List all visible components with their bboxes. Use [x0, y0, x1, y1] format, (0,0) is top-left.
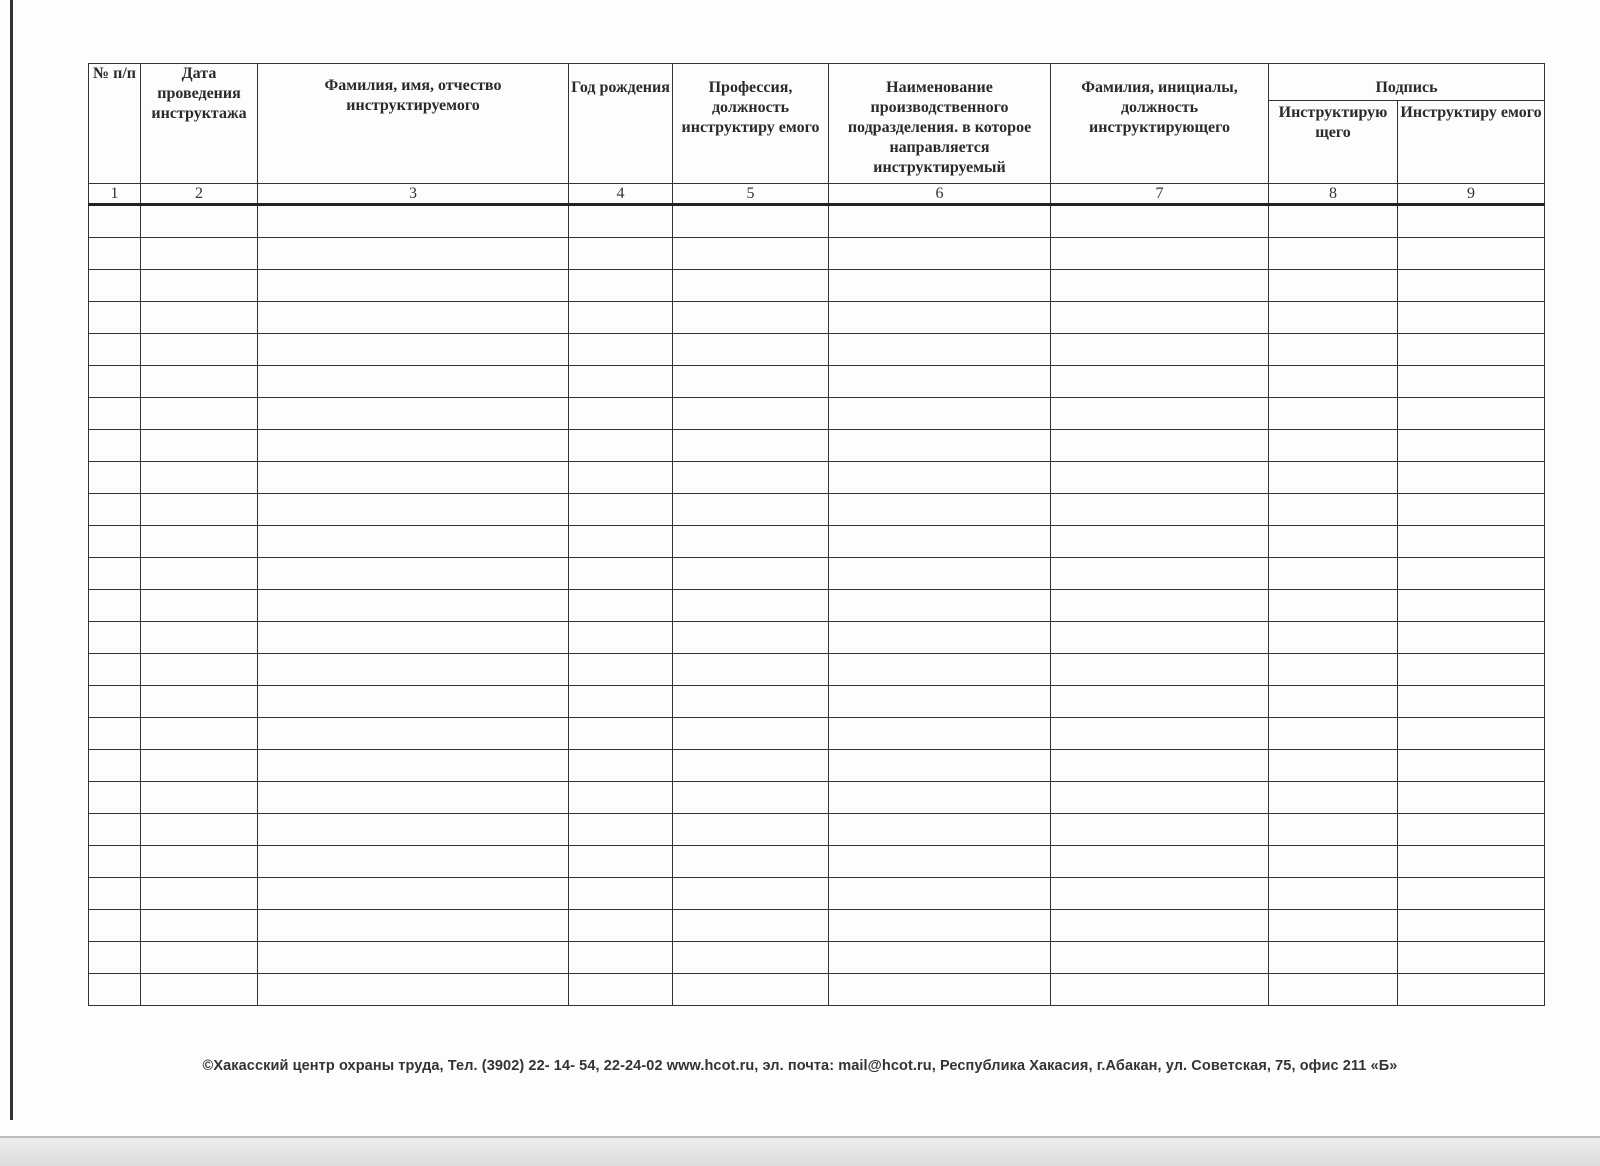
table-cell[interactable] — [673, 494, 829, 526]
table-cell[interactable] — [1051, 814, 1269, 846]
table-cell[interactable] — [1398, 205, 1545, 238]
table-cell[interactable] — [1269, 334, 1398, 366]
table-cell[interactable] — [1269, 622, 1398, 654]
table-cell[interactable] — [258, 558, 569, 590]
table-cell[interactable] — [89, 462, 141, 494]
table-cell[interactable] — [89, 366, 141, 398]
table-cell[interactable] — [673, 814, 829, 846]
table-cell[interactable] — [829, 205, 1051, 238]
table-cell[interactable] — [141, 205, 258, 238]
table-cell[interactable] — [1269, 654, 1398, 686]
table-cell[interactable] — [1398, 430, 1545, 462]
table-cell[interactable] — [569, 846, 673, 878]
table-cell[interactable] — [141, 750, 258, 782]
table-cell[interactable] — [829, 270, 1051, 302]
table-cell[interactable] — [569, 654, 673, 686]
table-row — [89, 942, 1545, 974]
table-row — [89, 686, 1545, 718]
col-header-profession: Профессия, должность инструктиру емого — [673, 64, 829, 184]
table-cell[interactable] — [1051, 494, 1269, 526]
table-cell[interactable] — [258, 238, 569, 270]
table-cell[interactable] — [829, 558, 1051, 590]
table-cell[interactable] — [673, 334, 829, 366]
table-cell[interactable] — [1269, 238, 1398, 270]
table-cell[interactable] — [141, 782, 258, 814]
table-cell[interactable] — [141, 910, 258, 942]
table-cell[interactable] — [673, 302, 829, 334]
table-cell[interactable] — [258, 878, 569, 910]
table-cell[interactable] — [89, 590, 141, 622]
table-cell[interactable] — [673, 750, 829, 782]
table-cell[interactable] — [89, 942, 141, 974]
table-cell[interactable] — [258, 750, 569, 782]
table-cell[interactable] — [1051, 686, 1269, 718]
table-cell[interactable] — [1051, 334, 1269, 366]
table-cell[interactable] — [89, 622, 141, 654]
table-cell[interactable] — [1398, 878, 1545, 910]
table-cell[interactable] — [1051, 590, 1269, 622]
table-cell[interactable] — [89, 910, 141, 942]
table-cell[interactable] — [1398, 910, 1545, 942]
col-header-birth-year: Год рождения — [569, 64, 673, 184]
table-cell[interactable] — [1398, 398, 1545, 430]
table-cell[interactable] — [1398, 814, 1545, 846]
table-cell[interactable] — [1051, 302, 1269, 334]
table-cell[interactable] — [673, 878, 829, 910]
table-row — [89, 590, 1545, 622]
publisher-footer: ©Хакасский центр охраны труда, Тел. (3902) 22- 14- 54, 22-24-02 www.hcot.ru, эл. почта: mail@hcot.ru, Республика Хакасия, г.Абакан, ул. Советская, 75, офис 211 «Б» — [202, 1058, 1398, 1074]
table-cell[interactable] — [569, 366, 673, 398]
col-header-sig-instructed: Инструктиру емого — [1398, 101, 1545, 184]
table-cell[interactable] — [1398, 942, 1545, 974]
table-cell[interactable] — [569, 270, 673, 302]
table-cell[interactable] — [89, 205, 141, 238]
table-row — [89, 526, 1545, 558]
table-cell[interactable] — [141, 590, 258, 622]
table-cell[interactable] — [1269, 590, 1398, 622]
table-cell[interactable] — [258, 526, 569, 558]
table-cell[interactable] — [1398, 334, 1545, 366]
table-cell[interactable] — [1398, 366, 1545, 398]
table-cell[interactable] — [89, 526, 141, 558]
table-cell[interactable] — [1269, 846, 1398, 878]
table-cell[interactable] — [829, 238, 1051, 270]
table-row — [89, 974, 1545, 1006]
journal-entries — [89, 205, 1545, 1006]
table-cell[interactable] — [1051, 558, 1269, 590]
table-cell[interactable] — [1398, 622, 1545, 654]
table-cell[interactable] — [829, 654, 1051, 686]
table-cell[interactable] — [89, 974, 141, 1006]
table-cell[interactable] — [569, 302, 673, 334]
table-cell[interactable] — [1051, 750, 1269, 782]
col-header-instructor: Фамилия, инициалы, должность инструктирующего — [1051, 64, 1269, 184]
column-number: 5 — [673, 184, 829, 205]
table-cell[interactable] — [829, 622, 1051, 654]
table-cell[interactable] — [141, 494, 258, 526]
page-edge — [10, 0, 13, 1120]
table-cell[interactable] — [258, 430, 569, 462]
table-cell[interactable] — [1269, 558, 1398, 590]
column-number: 2 — [141, 184, 258, 205]
table-cell[interactable] — [89, 558, 141, 590]
table-cell[interactable] — [569, 974, 673, 1006]
table-cell[interactable] — [89, 334, 141, 366]
table-cell[interactable] — [1398, 718, 1545, 750]
table-cell[interactable] — [569, 526, 673, 558]
table-cell[interactable] — [1398, 494, 1545, 526]
journal-sheet — [88, 63, 1544, 1006]
table-row — [89, 205, 1545, 238]
col-header-sig-instructor: Инструктирую щего — [1269, 101, 1398, 184]
table-cell[interactable] — [1269, 526, 1398, 558]
table-cell[interactable] — [673, 205, 829, 238]
table-cell[interactable] — [1398, 558, 1545, 590]
table-cell[interactable] — [569, 686, 673, 718]
table-cell[interactable] — [1398, 654, 1545, 686]
table-cell[interactable] — [1398, 590, 1545, 622]
table-cell[interactable] — [141, 526, 258, 558]
table-cell[interactable] — [829, 462, 1051, 494]
table-cell[interactable] — [1051, 910, 1269, 942]
table-cell[interactable] — [1269, 366, 1398, 398]
table-cell[interactable] — [258, 494, 569, 526]
table-cell[interactable] — [1398, 782, 1545, 814]
table-cell[interactable] — [829, 846, 1051, 878]
table-cell[interactable] — [258, 846, 569, 878]
table-cell[interactable] — [141, 718, 258, 750]
table-cell[interactable] — [829, 942, 1051, 974]
table-cell[interactable] — [141, 302, 258, 334]
table-cell[interactable] — [258, 205, 569, 238]
table-cell[interactable] — [258, 398, 569, 430]
table-cell[interactable] — [569, 430, 673, 462]
table-cell[interactable] — [1269, 782, 1398, 814]
table-cell[interactable] — [258, 974, 569, 1006]
table-cell[interactable] — [829, 782, 1051, 814]
table-cell[interactable] — [569, 398, 673, 430]
table-cell[interactable] — [141, 974, 258, 1006]
table-row — [89, 494, 1545, 526]
table-cell[interactable] — [673, 462, 829, 494]
table-cell[interactable] — [89, 302, 141, 334]
table-cell[interactable] — [673, 782, 829, 814]
table-cell[interactable] — [1398, 302, 1545, 334]
table-cell[interactable] — [141, 686, 258, 718]
table-row — [89, 462, 1545, 494]
table-cell[interactable] — [141, 622, 258, 654]
table-cell[interactable] — [258, 814, 569, 846]
table-cell[interactable] — [258, 366, 569, 398]
table-cell[interactable] — [1269, 942, 1398, 974]
table-cell[interactable] — [673, 398, 829, 430]
table-cell[interactable] — [829, 334, 1051, 366]
table-cell[interactable] — [89, 782, 141, 814]
table-cell[interactable] — [141, 430, 258, 462]
table-cell[interactable] — [569, 334, 673, 366]
table-cell[interactable] — [1051, 398, 1269, 430]
table-cell[interactable] — [673, 366, 829, 398]
table-cell[interactable] — [141, 846, 258, 878]
table-cell[interactable] — [829, 366, 1051, 398]
table-cell[interactable] — [1051, 878, 1269, 910]
table-cell[interactable] — [89, 270, 141, 302]
table-cell[interactable] — [829, 814, 1051, 846]
table-cell[interactable] — [258, 270, 569, 302]
table-cell[interactable] — [141, 814, 258, 846]
table-row — [89, 238, 1545, 270]
table-cell[interactable] — [673, 622, 829, 654]
table-row — [89, 430, 1545, 462]
table-cell[interactable] — [1051, 846, 1269, 878]
table-cell[interactable] — [1051, 205, 1269, 238]
table-row — [89, 334, 1545, 366]
table-cell[interactable] — [569, 878, 673, 910]
table-cell[interactable] — [569, 910, 673, 942]
table-cell[interactable] — [1269, 205, 1398, 238]
table-cell[interactable] — [673, 974, 829, 1006]
table-row — [89, 302, 1545, 334]
table-cell[interactable] — [673, 846, 829, 878]
table-cell[interactable] — [141, 366, 258, 398]
table-cell[interactable] — [258, 302, 569, 334]
table-cell[interactable] — [89, 430, 141, 462]
table-row — [89, 814, 1545, 846]
table-cell[interactable] — [673, 270, 829, 302]
table-cell[interactable] — [1051, 622, 1269, 654]
table-cell[interactable] — [569, 494, 673, 526]
table-row — [89, 654, 1545, 686]
table-cell[interactable] — [673, 558, 829, 590]
table-cell[interactable] — [673, 654, 829, 686]
table-cell[interactable] — [258, 654, 569, 686]
table-cell[interactable] — [673, 718, 829, 750]
table-cell[interactable] — [829, 526, 1051, 558]
column-number: 7 — [1051, 184, 1269, 205]
table-cell[interactable] — [569, 622, 673, 654]
table-row — [89, 622, 1545, 654]
table-cell[interactable] — [829, 974, 1051, 1006]
table-cell[interactable] — [258, 334, 569, 366]
table-row — [89, 878, 1545, 910]
table-cell[interactable] — [1051, 270, 1269, 302]
column-number: 4 — [569, 184, 673, 205]
col-header-signature: Подпись — [1269, 64, 1545, 101]
table-row — [89, 750, 1545, 782]
table-cell[interactable] — [141, 878, 258, 910]
table-cell[interactable] — [569, 718, 673, 750]
table-cell[interactable] — [1269, 750, 1398, 782]
col-header-department: Наименование производственного подразделения. в которое направляется инструктируемый — [829, 64, 1051, 184]
table-cell[interactable] — [1269, 270, 1398, 302]
table-row — [89, 910, 1545, 942]
table-cell[interactable] — [829, 302, 1051, 334]
table-cell[interactable] — [829, 430, 1051, 462]
table-cell[interactable] — [89, 750, 141, 782]
table-cell[interactable] — [141, 270, 258, 302]
table-cell[interactable] — [1051, 782, 1269, 814]
table-cell[interactable] — [258, 910, 569, 942]
table-cell[interactable] — [1051, 430, 1269, 462]
table-row — [89, 782, 1545, 814]
table-cell[interactable] — [89, 718, 141, 750]
table-cell[interactable] — [1398, 846, 1545, 878]
table-row — [89, 846, 1545, 878]
table-cell[interactable] — [673, 526, 829, 558]
table-cell[interactable] — [1269, 910, 1398, 942]
column-number: 3 — [258, 184, 569, 205]
table-cell[interactable] — [829, 494, 1051, 526]
table-cell[interactable] — [673, 942, 829, 974]
table-cell[interactable] — [141, 654, 258, 686]
table-cell[interactable] — [141, 558, 258, 590]
table-cell[interactable] — [1051, 462, 1269, 494]
table-cell[interactable] — [673, 430, 829, 462]
table-cell[interactable] — [1398, 750, 1545, 782]
col-header-fio: Фамилия, имя, отчество инструктируемого — [258, 64, 569, 184]
column-number: 1 — [89, 184, 141, 205]
table-cell[interactable] — [569, 782, 673, 814]
table-cell[interactable] — [673, 238, 829, 270]
table-row — [89, 718, 1545, 750]
column-number: 8 — [1269, 184, 1398, 205]
column-number-row — [89, 184, 1545, 205]
table-cell[interactable] — [1269, 302, 1398, 334]
table-cell[interactable] — [829, 878, 1051, 910]
table-cell[interactable] — [89, 878, 141, 910]
table-cell[interactable] — [673, 686, 829, 718]
table-cell[interactable] — [569, 814, 673, 846]
table-cell[interactable] — [258, 462, 569, 494]
table-cell[interactable] — [1051, 654, 1269, 686]
table-cell[interactable] — [1398, 526, 1545, 558]
table-cell[interactable] — [89, 238, 141, 270]
table-cell[interactable] — [1398, 686, 1545, 718]
table-cell[interactable] — [569, 462, 673, 494]
table-cell[interactable] — [1269, 878, 1398, 910]
table-cell[interactable] — [258, 782, 569, 814]
table-cell[interactable] — [89, 686, 141, 718]
table-cell[interactable] — [1269, 974, 1398, 1006]
table-cell[interactable] — [89, 814, 141, 846]
table-cell[interactable] — [673, 590, 829, 622]
col-header-num: № п/п — [89, 64, 141, 184]
table-cell[interactable] — [258, 622, 569, 654]
table-cell[interactable] — [258, 686, 569, 718]
table-cell[interactable] — [569, 590, 673, 622]
table-cell[interactable] — [569, 750, 673, 782]
table-cell[interactable] — [829, 910, 1051, 942]
table-cell[interactable] — [1051, 718, 1269, 750]
table-cell[interactable] — [673, 910, 829, 942]
scan-bottom-edge — [0, 1136, 1600, 1166]
table-cell[interactable] — [258, 590, 569, 622]
table-cell[interactable] — [569, 942, 673, 974]
table-cell[interactable] — [569, 558, 673, 590]
table-cell[interactable] — [141, 462, 258, 494]
table-cell[interactable] — [829, 398, 1051, 430]
table-row — [89, 558, 1545, 590]
table-cell[interactable] — [829, 590, 1051, 622]
table-cell[interactable] — [141, 238, 258, 270]
table-cell[interactable] — [1051, 942, 1269, 974]
table-cell[interactable] — [1051, 366, 1269, 398]
table-cell[interactable] — [569, 205, 673, 238]
table-cell[interactable] — [141, 334, 258, 366]
table-cell[interactable] — [829, 750, 1051, 782]
table-cell[interactable] — [1269, 398, 1398, 430]
table-cell[interactable] — [89, 846, 141, 878]
col-header-date: Дата проведения инструктажа — [141, 64, 258, 184]
table-cell[interactable] — [1269, 814, 1398, 846]
table-cell[interactable] — [829, 686, 1051, 718]
table-row — [89, 366, 1545, 398]
table-cell[interactable] — [89, 398, 141, 430]
table-cell[interactable] — [829, 718, 1051, 750]
table-cell[interactable] — [258, 718, 569, 750]
instruction-journal-table — [88, 63, 1545, 1006]
table-cell[interactable] — [141, 398, 258, 430]
table-cell[interactable] — [258, 942, 569, 974]
column-number: 9 — [1398, 184, 1545, 205]
table-cell[interactable] — [89, 494, 141, 526]
table-row — [89, 270, 1545, 302]
table-cell[interactable] — [141, 942, 258, 974]
table-cell[interactable] — [1051, 238, 1269, 270]
table-cell[interactable] — [1269, 494, 1398, 526]
table-cell[interactable] — [89, 654, 141, 686]
table-cell[interactable] — [1398, 462, 1545, 494]
table-cell[interactable] — [1269, 430, 1398, 462]
table-cell[interactable] — [1398, 974, 1545, 1006]
table-cell[interactable] — [1051, 526, 1269, 558]
table-cell[interactable] — [1269, 462, 1398, 494]
table-row — [89, 398, 1545, 430]
column-number: 6 — [829, 184, 1051, 205]
table-cell[interactable] — [1269, 718, 1398, 750]
table-cell[interactable] — [1398, 238, 1545, 270]
table-cell[interactable] — [1051, 974, 1269, 1006]
table-cell[interactable] — [1398, 270, 1545, 302]
header-row — [89, 64, 1545, 101]
table-cell[interactable] — [569, 238, 673, 270]
table-cell[interactable] — [1269, 686, 1398, 718]
